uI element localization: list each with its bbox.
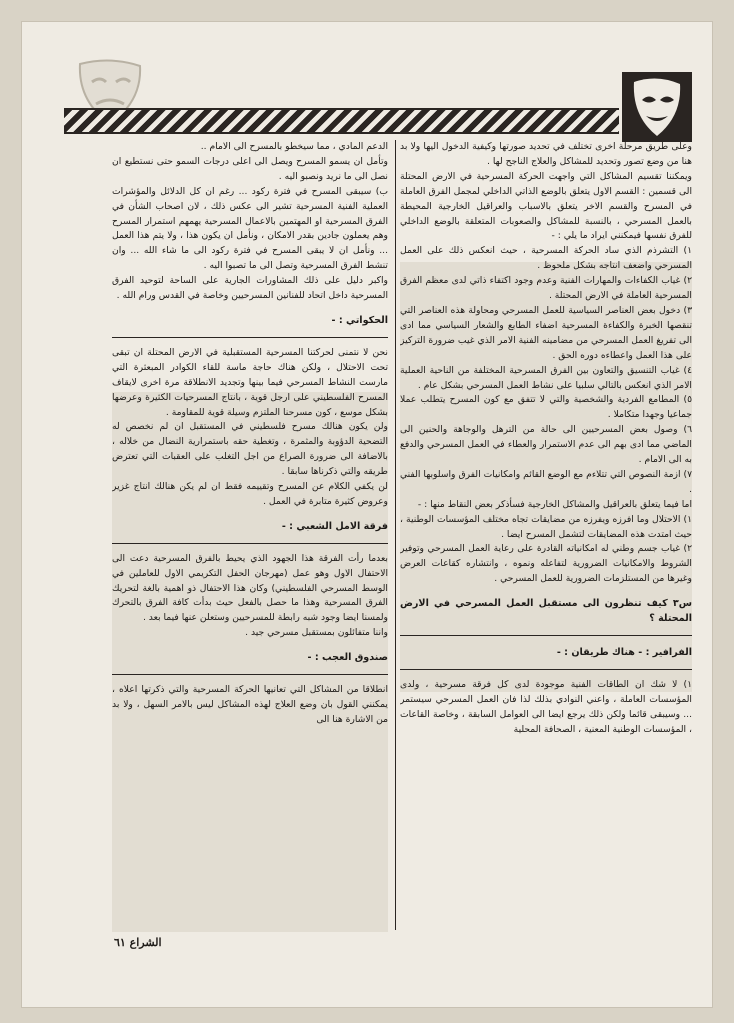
list-item: ٣) دخول بعض العناصر السياسية للعمل المسرحي ومحاولة هذه العناصر التي تنقصها الخبرة والكفاءة المسرحية اضفاء الطابع والشعار السياسي مما ادى الى تفريغ العمل المسرحي من مضامينه الفنية الامر الذي غيب ضرورة التركيز على هذا العمل واعطاءه دوره الحق . xyxy=(400,304,692,361)
rule xyxy=(112,337,388,338)
paragraph: اما فيما يتعلق بالعراقيل والمشاكل الخارجية فسأذكر بعض النقاط منها : - xyxy=(417,498,692,510)
paragraph: انطلاقا من المشاكل التي تعانيها الحركة المسرحية والتي ذكرتها اعلاه ، يمكنني القول بان وضع العلاج لهذه المشاكل ليس بالامر السهل ، ولا بد من الاشارة هنا الى xyxy=(112,684,388,725)
list-item: ٥) المطامع الفردية والشخصية والتي لا تتفق مع كون المسرح يتطلب عملا جماعيا وجهدا متكاملا . xyxy=(400,394,692,421)
page-footer: الشراع ٦١ xyxy=(114,936,162,949)
list-item: ٢) غياب جسم وطني له امكانياته القادرة على رعاية العمل المسرحي وتوفير الشروط والامكانيات الضرورية لتفاعله ونموه ، وانتشاره كقاعات العرض وغيرها من المستلزمات الضرورية للعمل المسرحي . xyxy=(400,543,692,585)
list-item: ٦) وصول بعض المسرحيين الى حالة من الترهل والوجاهة والحنين الى الماضي مما ادى بهم الى عدم الاستمرار والعطاء في العمل المسرحي والدفع به الى الامام . xyxy=(400,424,692,466)
paragraph: الدعم المادي ، مما سيخطو بالمسرح الى الامام .. xyxy=(200,141,388,152)
article-column-left xyxy=(112,140,388,930)
section-heading-box: صندوق العجب : - xyxy=(307,652,388,664)
list-item: ٤) غياب التنسيق والتعاون بين الفرق المسرحية المختلفة من الناحية العملية الامر الذي انعكس بالتالي سلبيا على نشاط العمل المسرحي بشكل عام . xyxy=(400,364,692,391)
rule xyxy=(112,543,388,544)
magazine-page xyxy=(22,22,712,1007)
paragraph: واكبر دليل على ذلك المشاورات الجارية على الساحة لتوحيد الفرق المسرحية داخل اتحاد للفنانين المسرحيين وخاصة في القدس ورام الله . xyxy=(112,275,388,302)
paragraph: وعلى طريق مرحلة اخرى تختلف في تحديد صورتها وكيفية الدخول اليها ولا بد هنا من وضع تصور وتحديد للمشاكل والعلاج الناجح لها . xyxy=(400,141,692,167)
paragraph: لن يكفي الكلام عن المسرح وتقييمه فقط ان لم يكن هنالك انتاج غزير وعروض كثيرة متابرة في العمل . xyxy=(112,481,388,507)
paragraph: ولن يكون هنالك مسرح فلسطيني في المستقبل ان لم نخصص له التضحية الدؤوبة والمثمرة ، وتغطية حقه باستمرارية النضال من خلاله ، بالاضافة الى ضرورة الصراع من اجل التغلب على العقبات التي تعترض طريقه والتي ذكرناها سابقا . xyxy=(112,421,388,478)
article-column-right xyxy=(400,140,692,930)
paragraph: نحن لا نتمنى لحركتنا المسرحية المستقبلية في الارض المحتلة ان تبقى تحت الاحتلال ، ولكن هناك حاجة ماسة للقاء الكوادر المبعثرة التي مارست النشاط المسرحي فيما بينها وتجديد الانطلاقة مرة اخرى لايقاف المسرح الفلسطيني على ارجل قوية ، بانتاج المسرحيات الكثيرة وعرضها بشكل موسع ، كون مسرحنا الملتزم وسيلة قوية للمقاومة . xyxy=(112,346,388,418)
list-item: ١) التشرذم الذي ساد الحركة المسرحية ، حيث انعكس ذلك على العمل المسرحي واضعف انتاجه بشكل ملحوظ . xyxy=(400,245,692,272)
section-heading-hakawati: الحكواتي : - xyxy=(331,314,388,326)
question-heading: س٣ كيف تنظرون الى مستقبل العمل المسرحي في الارض المحتلة ؟ xyxy=(400,598,692,625)
list-item: ٧) ازمة النصوص التي تتلاءم مع الوضع القائم وامكانيات الفرق واسلوبها الفني . xyxy=(400,468,692,495)
paragraph: واننا متفائلون بمستقبل مسرحي جيد . xyxy=(245,627,388,639)
header-zigzag-band xyxy=(64,108,619,134)
rule xyxy=(112,674,388,675)
list-item: ١) لا شك ان الطاقات الفنية موجودة لدى كل فرقة مسرحية ، ولدى المؤسسات العاملة ، واعني النوادي بذلك لذا فان العمل المسرحي سيستمر ... وسيبقى قائما ولكن ذلك يرجع ايضا الى العوامل السابقة ، وخاصة القاعات ، المؤسسات الوطنية المعنية ، الصحافة المحلية xyxy=(400,678,692,735)
theatre-mask-icon xyxy=(622,72,692,142)
paragraph: ويمكننا تقسيم المشاكل التي واجهت الحركة المسرحية في الارض المحتلة الى قسمين : القسم الاول يتعلق بالوضع الذاتي الداخلي لمجمل الفرق العاملة في المسرح والقسم الاخر يتعلق بالاسباب والعراقيل الخارجية المحيطة بالعمل المسرحي ، بالنسبة للمشاكل والصعوبات المتعلقة بالوضع الداخلي للفرق نفسها فيمكنني ايراد ما يلي : - xyxy=(400,170,692,242)
section-heading-popular: فرقة الامل الشعبي : - xyxy=(281,520,388,532)
right-body xyxy=(400,140,692,587)
rule xyxy=(400,635,692,636)
column-divider xyxy=(395,140,396,930)
rule xyxy=(400,669,692,670)
list-item: ١) الاحتلال وما افرزه ويفرزه من مضايقات تجاه مختلف المؤسسات الوطنية ، حيث امتدت هذه المضايقات لتشمل المسرح ايضا . xyxy=(400,513,692,540)
list-item: ٢) غياب الكفاءات والمهارات الفنية وعدم وجود اكتفاء ذاتي لدى معظم الفرق المسرحية العاملة في الارض المحتلة . xyxy=(400,275,692,302)
answer-heading: الفرافير : - هناك طريقان : - xyxy=(556,647,692,658)
paragraph: ب) سيبقى المسرح في فترة ركود ... رغم ان كل الدلائل والمؤشرات العملية الفنية المسرحية تشير الى عكس ذلك ، لان اصحاب الشأن في الفرق المسرحية او المهتمين بالاعمال المسرحية يهمهم استمرار المسرح وهم يعملون جادين بقدر الامكان ، ونأمل ان يكون هذا ، ولا يتم هذا العمل ... ونأمل ان لا يبقى المسرح في فترة ركود الى ما شاء الله ... وان تنشط الفرق المسرحية وتصل الى ما تصبوا اليه . xyxy=(112,185,388,272)
paragraph: وتأمل ان يسمو المسرح ويصل الى اعلى درجات السمو حتى نستطيع ان نصل الى ما نريد ونصبو اليه . xyxy=(112,155,388,182)
paragraph: بعدما رأت الفرقة هذا الجهود الذي يحيط بالفرق المسرحية دعت الى الاحتفال الاول وهو عمل (مهرجان الحفل التكريمي الاول للعاملين في الوسط المسرحي الفلسطيني) وكان هذا الاحتفال ذو اهمية بالغة لتحريك الفرق المسرحية وهذا ما حصل بالفعل حيث بدأت كافة الفرق بالتحرك ولمسنا ايضا وجود شبه رابطة للمسرحيين وستعلن عنها فيما بعد . xyxy=(112,552,388,624)
